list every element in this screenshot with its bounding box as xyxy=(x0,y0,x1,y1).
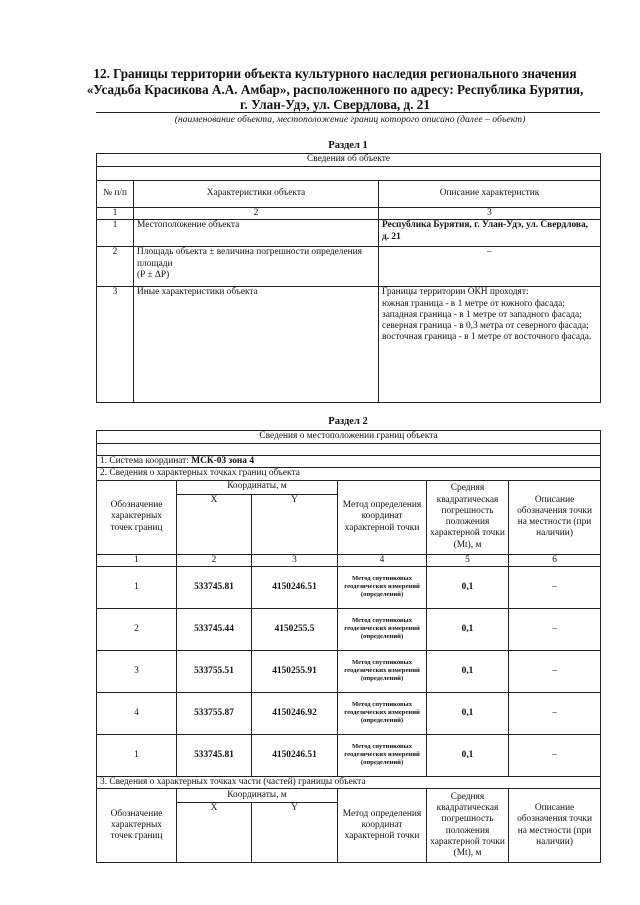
row-desc xyxy=(379,287,601,403)
header-x: X xyxy=(177,803,252,863)
row-num: 3 xyxy=(97,287,134,403)
section-2-title: Раздел 2 xyxy=(328,416,368,427)
coord-system-row xyxy=(97,456,601,468)
point-id: 4 xyxy=(97,692,177,734)
row-desc: Республика Бурятия, г. Улан-Удэ, ул. Свердлова, д. 21 xyxy=(379,220,601,247)
point-id: 1 xyxy=(97,566,177,608)
point-marking: – xyxy=(509,734,601,776)
table-row xyxy=(97,247,601,287)
title-line-2: «Усадьба Красикова А.А. Амбар», расположенного по адресу: Республика Бурятия, xyxy=(86,81,584,97)
row-desc: – xyxy=(379,247,601,287)
point-accuracy: 0,1 xyxy=(427,650,509,692)
point-method: Метод спутниковых геодезических измерений (определений) xyxy=(338,608,427,650)
title-line-3: г. Улан-Удэ, ул. Свердлова, д. 21 xyxy=(240,97,430,112)
point-y: 4150255.5 xyxy=(252,608,338,650)
point-x: 533745.81 xyxy=(177,566,252,608)
desc-line: восточная граница - в 1 метре от восточного фасада. xyxy=(382,332,592,343)
title-line-1: 12. Границы территории объекта культурного наследия регионального значения xyxy=(93,66,577,81)
section-1-title: Раздел 1 xyxy=(328,140,368,151)
col-index: 3 xyxy=(379,208,601,220)
header-y: Y xyxy=(252,803,338,863)
row-char: Иные характеристики объекта xyxy=(134,287,379,403)
col-index: 3 xyxy=(252,554,338,566)
title-caption: (наименование объекта, местоположение границ которого описано (далее – объект) xyxy=(174,114,526,125)
header-coords: Координаты, м xyxy=(177,480,338,494)
header-accuracy: Средняя квадратическая погрешность положения характерной точки (Mt), м xyxy=(427,480,509,554)
point-id: 2 xyxy=(97,608,177,650)
object-info-table xyxy=(96,153,601,403)
header-x: X xyxy=(177,494,252,554)
blank-row xyxy=(97,167,601,181)
desc-intro: Границы территории ОКН проходят: xyxy=(382,287,529,298)
point-method: Метод спутниковых геодезических измерений (определений) xyxy=(338,650,427,692)
col-index: 2 xyxy=(134,208,379,220)
col-index: 6 xyxy=(509,554,601,566)
point-x: 533745.44 xyxy=(177,608,252,650)
point-id: 1 xyxy=(97,734,177,776)
row-num: 1 xyxy=(97,220,134,247)
row-char: Местоположение объекта xyxy=(134,220,379,247)
table-title: Сведения о местоположении границ объекта xyxy=(97,431,601,444)
row-char xyxy=(134,247,379,287)
col-index: 4 xyxy=(338,554,427,566)
point-y: 4150246.51 xyxy=(252,566,338,608)
header-method: Метод определения координат характерной точки xyxy=(338,480,427,554)
coord-system-label: 1. Система координат: xyxy=(100,456,189,466)
row-num: 2 xyxy=(97,247,134,287)
part-3-title: 3. Сведения о характерных точках части (частей) границы объекта xyxy=(97,776,601,788)
col-header-char: Характеристики объекта xyxy=(134,181,379,208)
title-underline xyxy=(96,112,600,113)
point-accuracy: 0,1 xyxy=(427,734,509,776)
blank-row xyxy=(97,444,601,456)
point-marking: – xyxy=(509,566,601,608)
part-2-title: 2. Сведения о характерных точках границ объекта xyxy=(97,468,601,480)
table-row xyxy=(97,220,601,247)
col-index: 2 xyxy=(177,554,252,566)
col-header-num: № п/п xyxy=(97,181,134,208)
point-accuracy: 0,1 xyxy=(427,692,509,734)
row-char-text: Площадь объекта ± величина погрешности определения площади xyxy=(137,247,362,269)
point-x: 533745.81 xyxy=(177,734,252,776)
table-row xyxy=(97,692,601,734)
point-marking: – xyxy=(509,608,601,650)
table-row xyxy=(97,608,601,650)
row-char-formula: (P ± ΔP) xyxy=(137,269,170,280)
table-row xyxy=(97,287,601,403)
point-method: Метод спутниковых геодезических измерений (определений) xyxy=(338,734,427,776)
point-y: 4150246.92 xyxy=(252,692,338,734)
point-x: 533755.51 xyxy=(177,650,252,692)
header-method: Метод определения координат характерной точки xyxy=(338,789,427,863)
col-header-desc: Описание характеристик xyxy=(379,181,601,208)
desc-line: северная граница - в 0,3 метра от северного фасада; xyxy=(382,321,589,332)
table-title: Сведения об объекте xyxy=(97,154,601,167)
header-points: Обозначение характерных точек границ xyxy=(97,789,177,863)
point-marking: – xyxy=(509,692,601,734)
header-marking: Описание обозначения точки на местности (при наличии) xyxy=(509,789,601,863)
col-index: 5 xyxy=(427,554,509,566)
header-coords: Координаты, м xyxy=(177,789,338,803)
header-y: Y xyxy=(252,494,338,554)
point-marking: – xyxy=(509,650,601,692)
coord-system-value: МСК-03 зона 4 xyxy=(191,456,255,466)
point-accuracy: 0,1 xyxy=(427,608,509,650)
header-accuracy: Средняя квадратическая погрешность положения характерной точки (Mt), м xyxy=(427,789,509,863)
point-id: 3 xyxy=(97,650,177,692)
point-method: Метод спутниковых геодезических измерений (определений) xyxy=(338,692,427,734)
header-points: Обозначение характерных точек границ xyxy=(97,480,177,554)
point-y: 4150255.91 xyxy=(252,650,338,692)
table-row xyxy=(97,566,601,608)
desc-line: южная граница - в 1 метре от южного фасада; xyxy=(382,298,565,309)
col-index: 1 xyxy=(97,554,177,566)
table-row xyxy=(97,650,601,692)
table-row xyxy=(97,734,601,776)
boundary-table xyxy=(96,430,601,863)
point-method: Метод спутниковых геодезических измерений (определений) xyxy=(338,566,427,608)
document-title xyxy=(70,66,600,113)
col-index: 1 xyxy=(97,208,134,220)
point-x: 533755.87 xyxy=(177,692,252,734)
point-y: 4150246.51 xyxy=(252,734,338,776)
desc-line: западная граница - в 1 метре от западного фасада; xyxy=(382,309,582,320)
point-accuracy: 0,1 xyxy=(427,566,509,608)
header-marking: Описание обозначения точки на местности (при наличии) xyxy=(509,480,601,554)
